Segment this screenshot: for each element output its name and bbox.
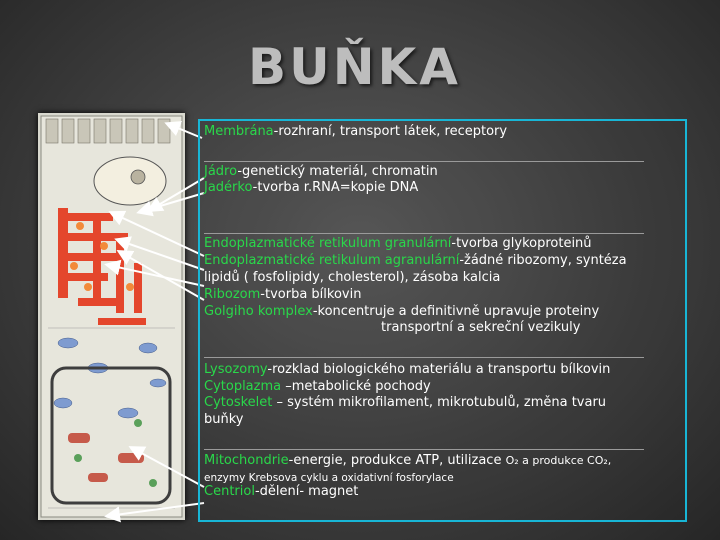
smooth-er-desc: -žádné ribozomy, syntéza: [459, 253, 627, 268]
separator-2: [204, 233, 644, 234]
cytoplasm-line: [204, 379, 431, 395]
golgi-term: Golgiho komplex: [204, 304, 313, 319]
cytoskeleton-desc: – systém mikrofilament, mikrotubulů, změna tvaru: [272, 395, 607, 410]
centriole-desc: -dělení- magnet: [254, 484, 359, 499]
rough-er-term: Endoplazmatické retikulum granulární: [204, 236, 452, 251]
cytoskeleton-line: [204, 395, 606, 411]
mitochondria-gases: O₂ a produkce CO₂,: [505, 454, 612, 467]
nucleolus-term: Jadérko: [204, 180, 253, 195]
golgi-desc: -koncentruje a definitivně upravuje proteiny: [312, 304, 600, 319]
centriole-term: Centriol: [204, 484, 255, 499]
mitochondria-term: Mitochondrie: [204, 453, 289, 468]
smooth-er-line: [204, 253, 627, 269]
ribosome-term: Ribozom: [204, 287, 261, 302]
separator-4: [204, 449, 644, 450]
ribosome-line: [204, 287, 361, 303]
cytoplasm-desc: –metabolické pochody: [281, 379, 431, 394]
nucleus-term: Jádro: [204, 164, 238, 179]
membrane-desc: -rozhraní, transport látek, receptory: [273, 124, 508, 139]
lysosome-term: Lysozomy: [204, 362, 268, 377]
centriole-line: [204, 484, 358, 500]
lysosome-desc: -rozklad biologického materiálu a transportu bílkovin: [267, 362, 611, 377]
nucleus-line: [204, 164, 438, 180]
mitochondria-line: [204, 453, 611, 469]
smooth-er-term: Endoplazmatické retikulum agranulární: [204, 253, 460, 268]
slide-title: BUŇKA: [248, 38, 461, 96]
nucleolus-line: [204, 180, 418, 196]
separator-1: [204, 161, 644, 162]
ribosome-desc: -tvorba bílkovin: [260, 287, 362, 302]
rough-er-line: [204, 236, 592, 252]
mitochondria-continuation: enzymy Krebsova cyklu a oxidativní fosforylace: [204, 472, 454, 484]
smooth-er-continuation: lipidů ( fosfolipidy, cholesterol), zásoba kalcia: [204, 270, 501, 285]
cytoskeleton-term: Cytoskelet: [204, 395, 273, 410]
lysosome-line: [204, 362, 610, 378]
membrane-line: [204, 124, 507, 140]
separator-3: [204, 357, 644, 358]
nucleus-desc: -genetický materiál, chromatin: [237, 164, 438, 179]
cytoplasm-term: Cytoplazma: [204, 379, 282, 394]
nucleolus-desc: -tvorba r.RNA=kopie DNA: [252, 180, 419, 195]
membrane-term: Membrána: [204, 124, 274, 139]
golgi-continuation: transportní a sekreční vezikuly: [381, 320, 581, 335]
mitochondria-desc: -energie, produkce ATP, utilizace: [288, 453, 506, 468]
rough-er-desc: -tvorba glykoproteinů: [451, 236, 592, 251]
cytoskeleton-continuation: buňky: [204, 412, 244, 427]
golgi-line: [204, 304, 599, 320]
